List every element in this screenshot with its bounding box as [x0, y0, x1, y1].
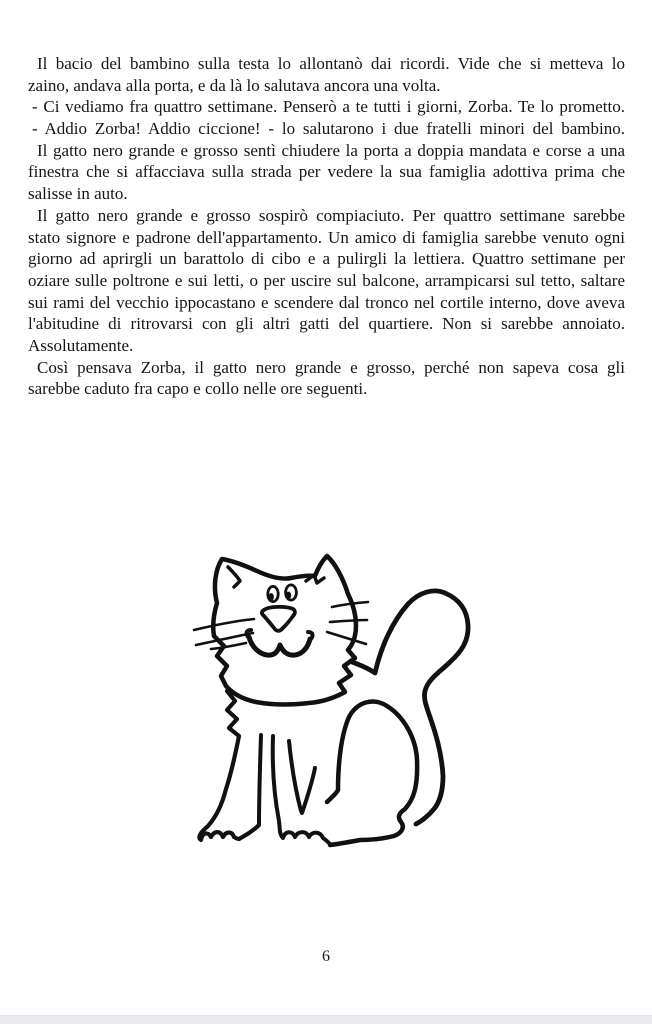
cat-front-leg-right-edge: [289, 741, 301, 811]
text-line: sui rami del vecchio ippocastano e scendere dal tronco nel cortile interno, dove aveva: [28, 292, 625, 312]
page-bottom-edge: [0, 1015, 652, 1024]
text-block: [28, 53, 625, 400]
text-line: l'abitudine di ritrovarsi con gli altri gatti del quartiere. Non si sarebbe annoiato.: [28, 314, 625, 334]
cat-pupil-left: [269, 593, 274, 601]
text-line: finestra che si affacciava sulla strada per vedere la sua famiglia adottiva prima che: [28, 162, 625, 182]
cat-hind-shin: [302, 768, 315, 813]
cat-head: [213, 556, 356, 704]
cat-illustration: [175, 545, 475, 850]
text-line: Il gatto nero grande e grosso sentì chiudere la porta a doppia mandata e corse a una: [37, 140, 625, 160]
cat-front-leg-right: [273, 736, 330, 844]
text-line: zaino, andava alla porta, e da là lo salutava ancora una volta.: [28, 75, 441, 95]
cat-front-leg-inner: [259, 735, 261, 824]
text-line: giorno ad aprirgli un barattolo di cibo e a pulirgli la lettiera. Quattro settimane per: [28, 249, 625, 269]
text-line: Così pensava Zorba, il gatto nero grande e grosso, perché non sapeva cosa gli: [37, 357, 625, 377]
text-line: - Ci vediamo fra quattro settimane. Penserò a te tutti i giorni, Zorba. Te lo prometto.: [32, 97, 625, 117]
text-line: salisse in auto.: [28, 184, 128, 204]
text-line: oziare sulle poltrone e sui letti, o per uscire sul balcone, arrampicarsi sul tetto, saltare: [28, 270, 625, 290]
text-line: Il bacio del bambino sulla testa lo allontanò dai ricordi. Vide che si metteva lo: [37, 54, 625, 73]
text-line: Assolutamente.: [28, 335, 134, 355]
cat-back-and-tail: [342, 591, 468, 824]
cat-pupil-right: [286, 592, 291, 600]
cat-hind-thigh: [327, 702, 417, 845]
text-line: Il gatto nero grande e grosso sospirò compiaciuto. Per quattro settimane sarebbe: [37, 205, 625, 225]
text-line: sarebbe caduto fra capo e collo nelle ore seguenti.: [28, 379, 368, 399]
cat-chest-and-left-leg: [199, 691, 259, 840]
text-line: - Addio Zorba! Addio ciccione! - lo salutarono i due fratelli minori del bambino.: [32, 119, 625, 139]
text-line: stato signore e padrone dell'appartamento. Un amico di famiglia sarebbe venuto ogni: [28, 227, 625, 247]
page-number: 6: [322, 948, 330, 965]
